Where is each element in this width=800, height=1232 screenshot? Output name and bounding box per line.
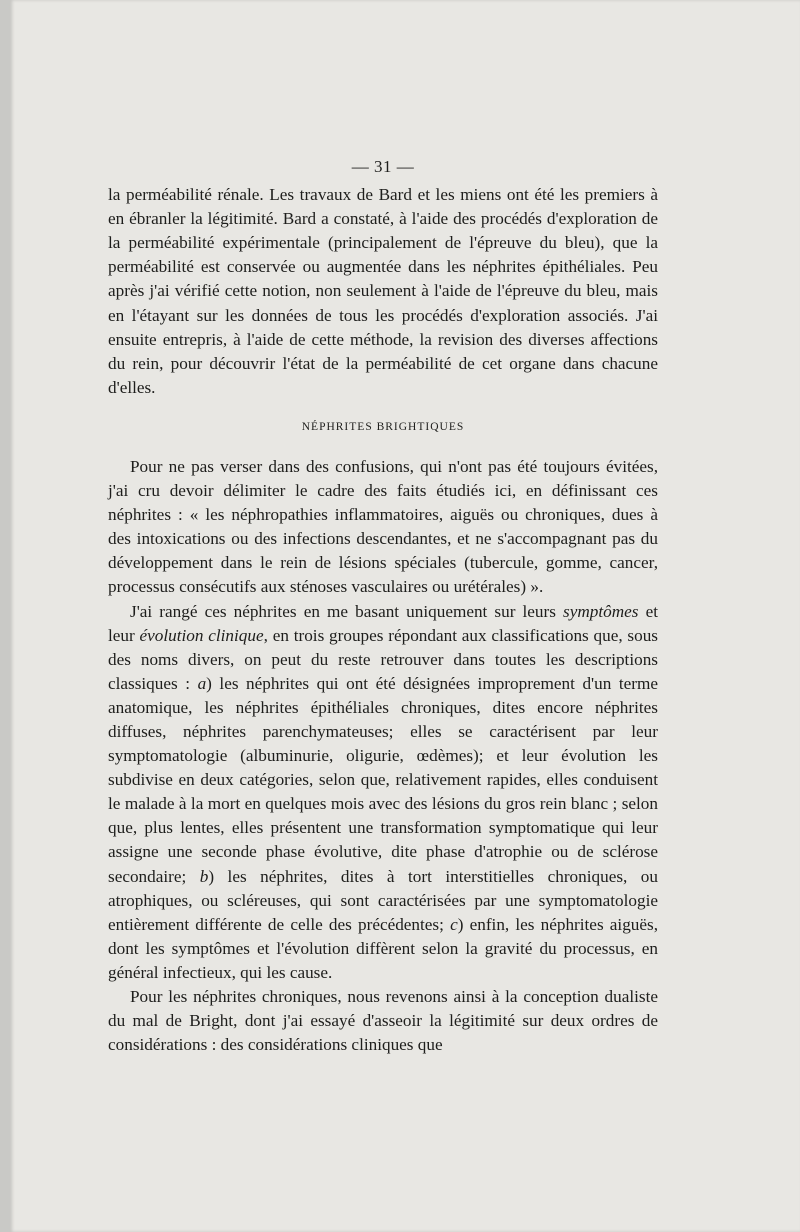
italic-term: symptômes: [563, 601, 639, 621]
paragraph-permeabilite: la perméabilité rénale. Les travaux de Bard et les miens ont été les premiers à en ébranler la légitimité. Bard a constaté, à l'aide des procédés d'exploration de la perméabilité expérimentale (principalement de l'épreuve du bleu), que la perméabilité est conservée ou augmentée dans les néphrites épithéliales. Peu après j'ai vérifié cette notion, non seulement à l'aide de l'épreuve du bleu, mais en l'étayant sur les données de tous les procédés d'exploration associés. J'ai ensuite entrepris, à l'aide de cette méthode, la revision des diverses affections du rein, pour découvrir l'état de la perméabilité de cet organe dans chacune d'elles.: [108, 185, 658, 397]
italic-letter: c: [450, 914, 458, 934]
paragraph-definition: Pour ne pas verser dans des confusions, qui n'ont pas été toujours évitées, j'ai cru devoir délimiter le cadre des faits étudiés ici, en définissant ces néphrites : « les néphropathies inflammatoires, aiguës ou chroniques, dues à des intoxications ou des infections descendantes, et ne s'accompagnant pas du développement dans le rein de lésions spéciales (tubercule, gomme, cancer, processus consécutifs aux sténoses vasculaires ou urétérales) ».: [108, 456, 658, 597]
text-segment: et leur: [108, 601, 658, 645]
book-page: [10, 0, 800, 1232]
page-number: — 31 —: [351, 157, 415, 176]
section-heading: NÉPHRITES BRIGHTIQUES: [301, 420, 465, 433]
text-segment: ) les néphrites, dites à tort interstitielles chroniques, ou atrophiques, ou scléreuses, qui sont caractérisées par une symptomatologie entièrement différente de celle des précédentes;: [108, 866, 658, 934]
text-segment: , en trois groupes répondant aux classifications que, sous des noms divers, on peut du reste retrouver dans toutes les descriptions classiques :: [108, 625, 658, 693]
italic-letter: b: [199, 866, 209, 886]
page-content: [108, 155, 658, 1057]
text-segment: J'ai rangé ces néphrites en me basant uniquement sur leurs: [130, 601, 564, 621]
paragraph-classification: [108, 600, 658, 986]
italic-term: évolution clinique: [139, 625, 264, 645]
italic-letter: a: [197, 673, 207, 693]
text-segment: ) enfin, les néphrites aiguës, dont les symptômes et l'évolution diffèrent selon la gravité du processus, en général infectieux, qui les cause.: [108, 914, 659, 982]
paragraph-conception: Pour les néphrites chroniques, nous revenons ainsi à la conception dualiste du mal de Bright, dont j'ai essayé d'asseoir la légitimité sur deux ordres de considérations : des considérations cliniques que: [108, 987, 658, 1055]
text-segment: ) les néphrites qui ont été désignées improprement d'un terme anatomique, les néphrites épithéliales chroniques, dites encore néphrites diffuses, néphrites parenchymateuses; elles se caractérisent par leur symptomatologie (albuminurie, oligurie, œdèmes); et leur évolution les subdivise en deux catégories, selon que, relativement rapides, elles conduisent le malade à la mort en quelques mois avec des lésions du gros rein blanc ; selon que, plus lentes, elles présentent une transformation symptomatique qui leur assigne une seconde phase évolutive, dite phase d'atrophie ou de sclérose secondaire;: [108, 673, 659, 886]
